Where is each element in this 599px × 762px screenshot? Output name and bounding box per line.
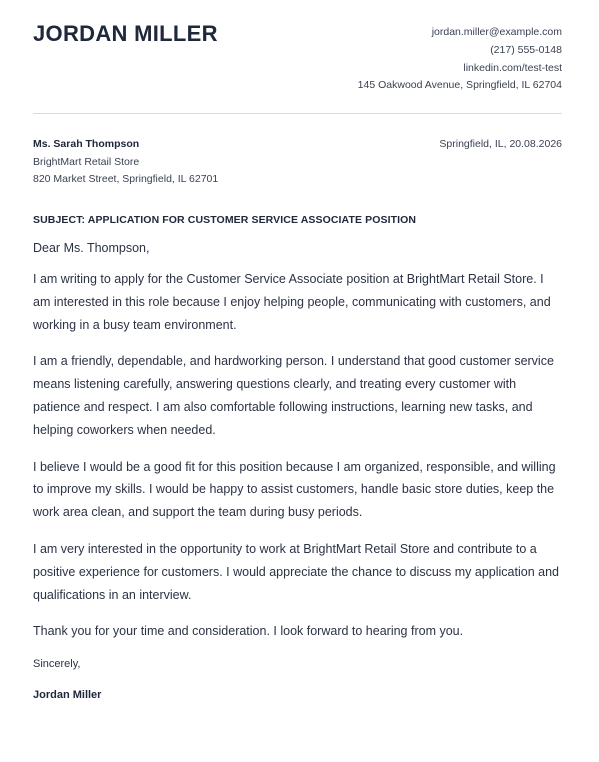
letter-meta — [33, 136, 562, 188]
place-date: Springfield, IL, 20.08.2026 — [439, 138, 562, 150]
recipient-address: 820 Market Street, Springfield, IL 62701 — [33, 173, 219, 186]
body-paragraph: I am writing to apply for the Customer Service Associate position at BrightMart Retail Store. I am interested in this role because I enjoy helping people, communicating with customers, and working in a busy team environment. — [33, 272, 551, 332]
salutation: Dear Ms. Thompson, — [33, 241, 150, 255]
closing: Sincerely, — [33, 658, 81, 671]
sender-name: JORDAN MILLER — [33, 21, 218, 46]
subject-line: SUBJECT: APPLICATION FOR CUSTOMER SERVICE ASSOCIATE POSITION — [33, 214, 417, 226]
recipient-company: BrightMart Retail Store — [33, 155, 140, 168]
signature-name: Jordan Miller — [33, 689, 102, 702]
letter-header — [33, 0, 562, 114]
body-paragraph: Thank you for your time and consideration. I look forward to hearing from you. — [33, 624, 464, 639]
body-paragraph: I am very interested in the opportunity to work at BrightMart Retail Store and contribute to a positive experience for customers. I would appreciate the chance to discuss my application and qualifications in an interview. — [33, 541, 559, 602]
body-paragraph: I am a friendly, dependable, and hardworking person. I understand that good customer service means listening carefully, answering questions clearly, and treating every customer with patience and respect. I am also comfortable following instructions, learning new tasks, and helping coworkers when needed. — [33, 354, 554, 437]
sender-address: 145 Oakwood Avenue, Springfield, IL 62704 — [357, 79, 562, 92]
sender-contact-block — [358, 24, 562, 95]
sender-phone: (217) 555-0148 — [490, 43, 562, 56]
recipient-name: Ms. Sarah Thompson — [33, 138, 140, 150]
sender-linkedin: linkedin.com/test-test — [463, 61, 562, 74]
sender-email: jordan.miller@example.com — [431, 26, 562, 38]
body-paragraph: I believe I would be a good fit for this position because I am organized, responsible, and willing to improve my skills. I would be happy to assist customers, handle basic store duties, keep the work area clean, and support the team during busy periods. — [33, 459, 556, 520]
